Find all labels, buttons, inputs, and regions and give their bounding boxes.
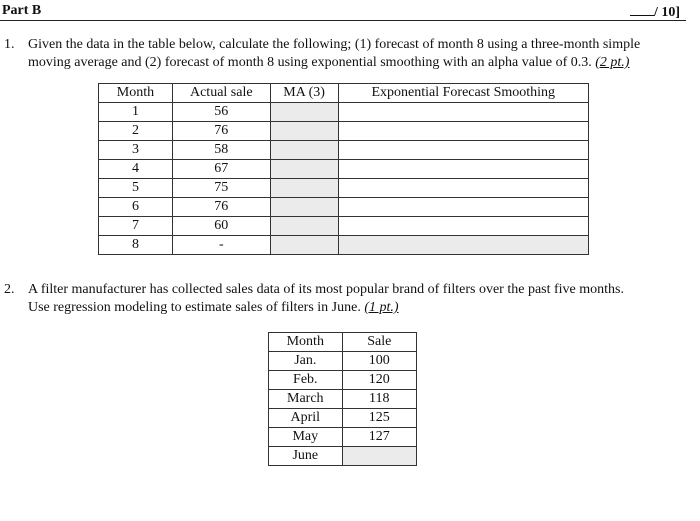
table-row	[269, 428, 417, 447]
exp-cell[interactable]	[338, 103, 588, 122]
sale-cell: 125	[342, 409, 416, 428]
exp-cell[interactable]	[338, 160, 588, 179]
ma3-cell[interactable]	[270, 217, 338, 236]
month-cell: May	[269, 428, 343, 447]
month-cell: 6	[99, 198, 173, 217]
month-cell: Jan.	[269, 352, 343, 371]
score-blank[interactable]	[630, 3, 654, 16]
month-cell: 2	[99, 122, 173, 141]
score-total: / 10]	[653, 5, 680, 20]
sale-cell: 58	[172, 141, 270, 160]
header-sale: Sale	[342, 333, 416, 352]
sale-cell: 100	[342, 352, 416, 371]
month-cell: June	[269, 447, 343, 466]
exp-cell[interactable]	[338, 198, 588, 217]
question-1-number: 1.	[4, 37, 15, 52]
month-cell: 3	[99, 141, 173, 160]
sale-cell: 60	[172, 217, 270, 236]
table-row	[269, 390, 417, 409]
header-exp-smoothing: Exponential Forecast Smoothing	[338, 84, 588, 103]
table-row	[269, 409, 417, 428]
regression-table	[268, 332, 417, 466]
ma3-cell[interactable]	[270, 103, 338, 122]
question-1-line-1: Given the data in the table below, calculate the following; (1) forecast of month 8 using a three-month simple	[28, 37, 641, 52]
table-row	[99, 236, 589, 255]
month-cell: 5	[99, 179, 173, 198]
sale-cell: 76	[172, 122, 270, 141]
ma3-cell[interactable]	[270, 236, 338, 255]
question-2-points: (1 pt.)	[364, 300, 399, 315]
score-field	[630, 3, 680, 21]
question-2-text	[28, 281, 624, 317]
table-row	[99, 179, 589, 198]
part-title: Part B	[2, 3, 42, 18]
month-cell: 4	[99, 160, 173, 179]
month-cell: March	[269, 390, 343, 409]
header-month: Month	[269, 333, 343, 352]
ma3-cell[interactable]	[270, 141, 338, 160]
ma3-cell[interactable]	[270, 122, 338, 141]
table-row	[99, 160, 589, 179]
table-row	[269, 447, 417, 466]
sale-cell: 76	[172, 198, 270, 217]
table-row	[99, 103, 589, 122]
ma3-cell[interactable]	[270, 198, 338, 217]
header-actual-sale: Actual sale	[172, 84, 270, 103]
exp-cell[interactable]	[338, 179, 588, 198]
month-cell: April	[269, 409, 343, 428]
exp-cell[interactable]	[338, 217, 588, 236]
sale-cell: 127	[342, 428, 416, 447]
sale-answer-cell[interactable]	[342, 447, 416, 466]
table-header-row	[269, 333, 417, 352]
question-1-text	[28, 36, 640, 72]
forecast-table	[98, 83, 589, 255]
sale-cell: -	[172, 236, 270, 255]
table-row	[269, 371, 417, 390]
header-ma3: MA (3)	[270, 84, 338, 103]
question-1-line-2: moving average and (2) forecast of month 8 using exponential smoothing with an alpha value of 0.3. (2 pt.)	[28, 55, 630, 70]
question-2-number: 2.	[4, 282, 15, 297]
ma3-cell[interactable]	[270, 160, 338, 179]
header-month: Month	[99, 84, 173, 103]
question-2-line-1: A filter manufacturer has collected sales data of its most popular brand of filters over the past five months.	[28, 282, 624, 297]
ma3-cell[interactable]	[270, 179, 338, 198]
table-row	[99, 198, 589, 217]
exp-cell[interactable]	[338, 236, 588, 255]
month-cell: 7	[99, 217, 173, 236]
month-cell: 1	[99, 103, 173, 122]
sale-cell: 75	[172, 179, 270, 198]
exp-cell[interactable]	[338, 122, 588, 141]
table-row	[269, 352, 417, 371]
question-1-points: (2 pt.)	[595, 55, 630, 70]
part-header	[0, 0, 686, 21]
month-cell: 8	[99, 236, 173, 255]
question-2-line-2: Use regression modeling to estimate sales of filters in June. (1 pt.)	[28, 300, 399, 315]
table-row	[99, 141, 589, 160]
table-row	[99, 217, 589, 236]
exp-cell[interactable]	[338, 141, 588, 160]
table-row	[99, 122, 589, 141]
sale-cell: 120	[342, 371, 416, 390]
sale-cell: 56	[172, 103, 270, 122]
sale-cell: 67	[172, 160, 270, 179]
month-cell: Feb.	[269, 371, 343, 390]
table-header-row	[99, 84, 589, 103]
sale-cell: 118	[342, 390, 416, 409]
